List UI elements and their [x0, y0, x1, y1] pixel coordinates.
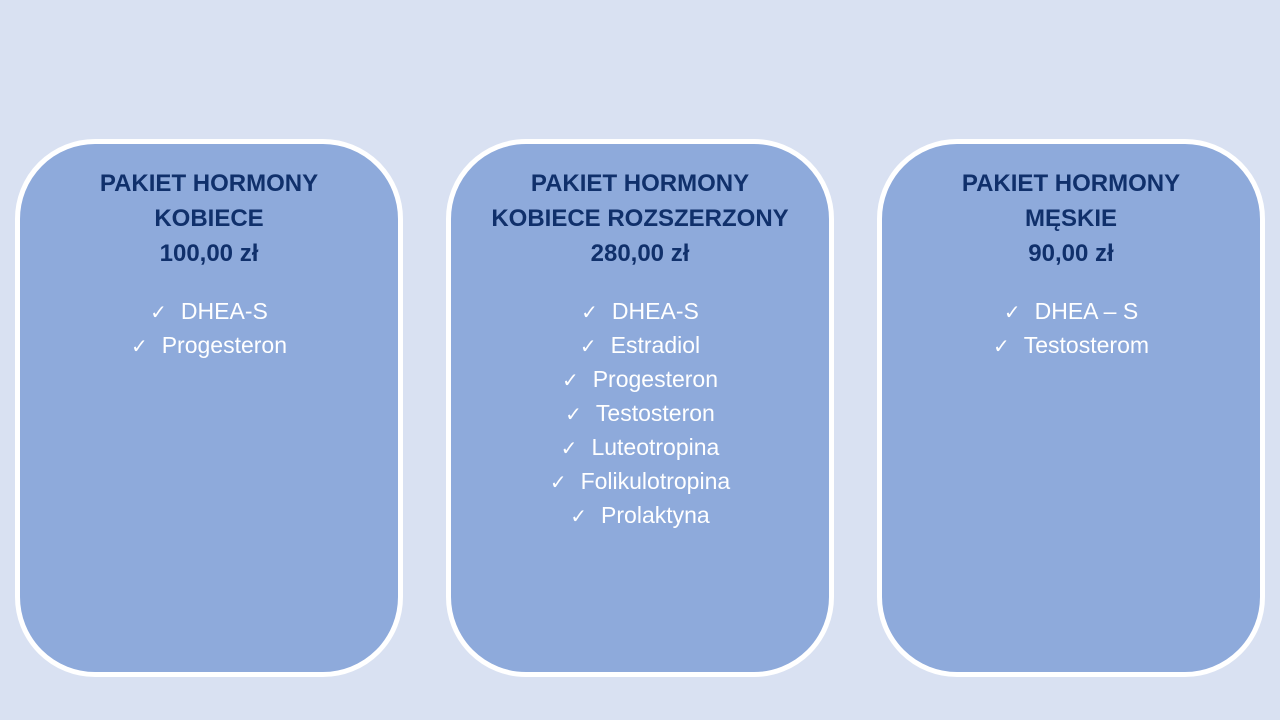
item-label: Folikulotropina [580, 468, 731, 494]
item-label: Luteotropina [591, 434, 720, 460]
list-item [451, 363, 829, 397]
check-icon: ✓ [570, 506, 588, 528]
package-title [882, 166, 1260, 271]
item-label: Progesteron [161, 332, 288, 358]
package-items-list [20, 295, 398, 363]
check-icon: ✓ [150, 302, 167, 324]
item-label: Prolaktyna [601, 502, 710, 528]
list-item [451, 431, 829, 465]
package-price: 100,00 zł [159, 240, 259, 267]
list-item [451, 329, 829, 363]
list-item [882, 295, 1260, 329]
package-title-line1: PAKIET HORMONY [530, 170, 750, 197]
item-label: DHEA – S [1034, 298, 1139, 324]
item-label: DHEA-S [180, 298, 268, 324]
package-title-line2: KOBIECE [154, 205, 264, 232]
check-icon: ✓ [581, 302, 598, 324]
check-icon: ✓ [549, 472, 567, 494]
list-item [451, 499, 829, 533]
list-item [451, 295, 829, 329]
item-label: Progesteron [592, 366, 719, 392]
package-price: 280,00 zł [590, 240, 690, 267]
check-icon: ✓ [561, 370, 579, 392]
item-label: Testosteron [595, 400, 715, 426]
package-card-meskie [877, 139, 1265, 677]
list-item [20, 295, 398, 329]
package-title [20, 166, 398, 271]
list-item [451, 465, 829, 499]
check-icon: ✓ [130, 336, 148, 358]
package-price: 90,00 zł [1028, 240, 1114, 267]
check-icon: ✓ [1003, 302, 1021, 324]
item-label: DHEA-S [611, 298, 699, 324]
package-items-list [882, 295, 1260, 363]
list-item [20, 329, 398, 363]
item-label: Testosterom [1023, 332, 1150, 358]
list-item [882, 329, 1260, 363]
package-title [451, 166, 829, 271]
package-card-kobiece [15, 139, 403, 677]
package-items-list [451, 295, 829, 533]
package-title-line2: MĘSKIE [1024, 205, 1117, 232]
check-icon: ✓ [992, 336, 1010, 358]
item-label: Estradiol [610, 332, 701, 358]
package-card-kobiece-rozszerzony [446, 139, 834, 677]
check-icon: ✓ [560, 438, 578, 460]
package-title-line1: PAKIET HORMONY [99, 170, 319, 197]
package-title-line2: KOBIECE ROZSZERZONY [491, 205, 789, 232]
list-item [451, 397, 829, 431]
check-icon: ✓ [565, 404, 582, 426]
package-title-line1: PAKIET HORMONY [961, 170, 1181, 197]
check-icon: ✓ [579, 336, 597, 358]
